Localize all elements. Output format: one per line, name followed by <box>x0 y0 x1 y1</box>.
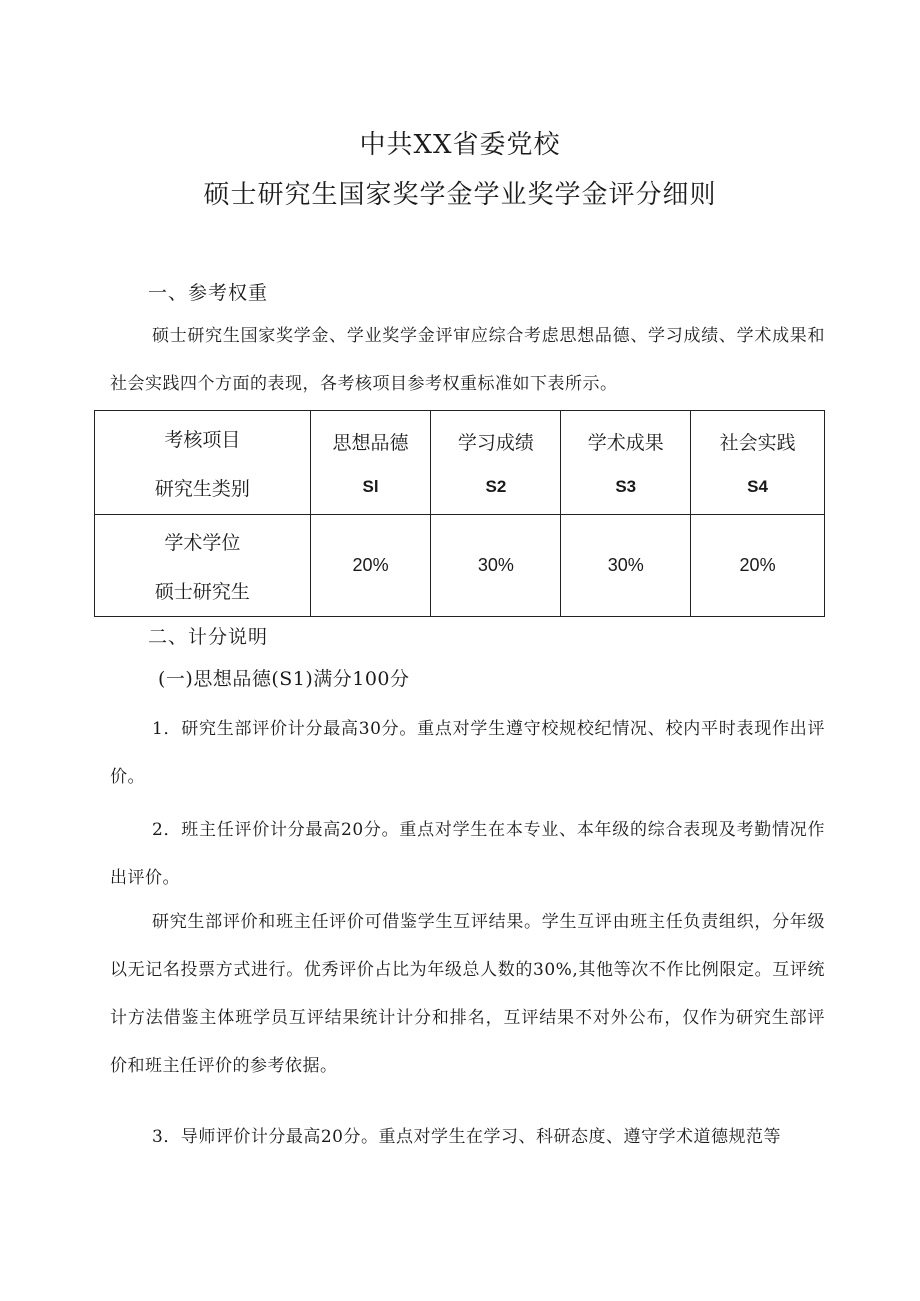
row-category-line2: 硕士研究生 <box>154 580 250 603</box>
corner-label-bottom: 研究生类别 <box>154 477 250 500</box>
column-header-s2 <box>431 411 561 515</box>
table-header-row <box>95 411 825 515</box>
scoring-item-1: 1．研究生部评价计分最高30分。重点对学生遵守校规校纪情况、校内平时表现作出评价。 <box>110 719 825 787</box>
row-category-cell <box>95 515 311 617</box>
column-code: Sl <box>362 477 379 496</box>
table-corner-cell <box>95 411 311 515</box>
column-label: 思想品德 <box>332 432 409 454</box>
column-label: 学术成果 <box>587 432 664 454</box>
document-title: 中共XX省委党校 <box>359 130 561 160</box>
weight-s4-cell: 20% <box>691 515 825 617</box>
column-header-s4 <box>691 411 825 515</box>
section-heading-weights: 一、参考权重 <box>148 282 269 304</box>
weight-s2-cell: 30% <box>431 515 561 617</box>
weights-intro-paragraph: 硕士研究生国家奖学金、学业奖学金评审应综合考虑思想品德、学习成绩、学术成果和社会实践四个方面的表现，各考核项目参考权重标准如下表所示。 <box>110 326 825 394</box>
column-code: S4 <box>747 477 768 496</box>
row-category-line1: 学术学位 <box>164 531 241 554</box>
weight-s1-cell: 20% <box>310 515 431 617</box>
table-row <box>95 515 825 617</box>
weights-table <box>94 410 825 617</box>
column-label: 学习成绩 <box>457 432 534 454</box>
weight-s3-cell: 30% <box>561 515 691 617</box>
column-header-s1 <box>310 411 431 515</box>
column-label: 社会实践 <box>719 432 796 454</box>
subsection-heading-s1: (一)思想品德(S1)满分100分 <box>158 668 410 690</box>
column-header-s3 <box>561 411 691 515</box>
column-code: S3 <box>615 477 637 496</box>
scoring-item-2: 2．班主任评价计分最高20分。重点对学生在本专业、本年级的综合表现及考勤情况作出评价。 <box>110 820 825 888</box>
section-heading-scoring: 二、计分说明 <box>148 626 269 648</box>
column-code: S2 <box>485 477 507 496</box>
peer-review-note: 研究生部评价和班主任评价可借鉴学生互评结果。学生互评由班主任负责组织，分年级以无记名投票方式进行。优秀评价占比为年级总人数的30%,其他等次不作比例限定。互评统计方法借鉴主体班学员互评结果统计计分和排名，互评结果不对外公布，仅作为研究生部评价和班主任评价的参考依据。 <box>110 912 825 1076</box>
scoring-item-3: 3．导师评价计分最高20分。重点对学生在学习、科研态度、遵守学术道德规范等 <box>152 1127 781 1147</box>
document-subtitle: 硕士研究生国家奖学金学业奖学金评分细则 <box>203 180 717 210</box>
corner-label-top: 考核项目 <box>164 428 241 451</box>
